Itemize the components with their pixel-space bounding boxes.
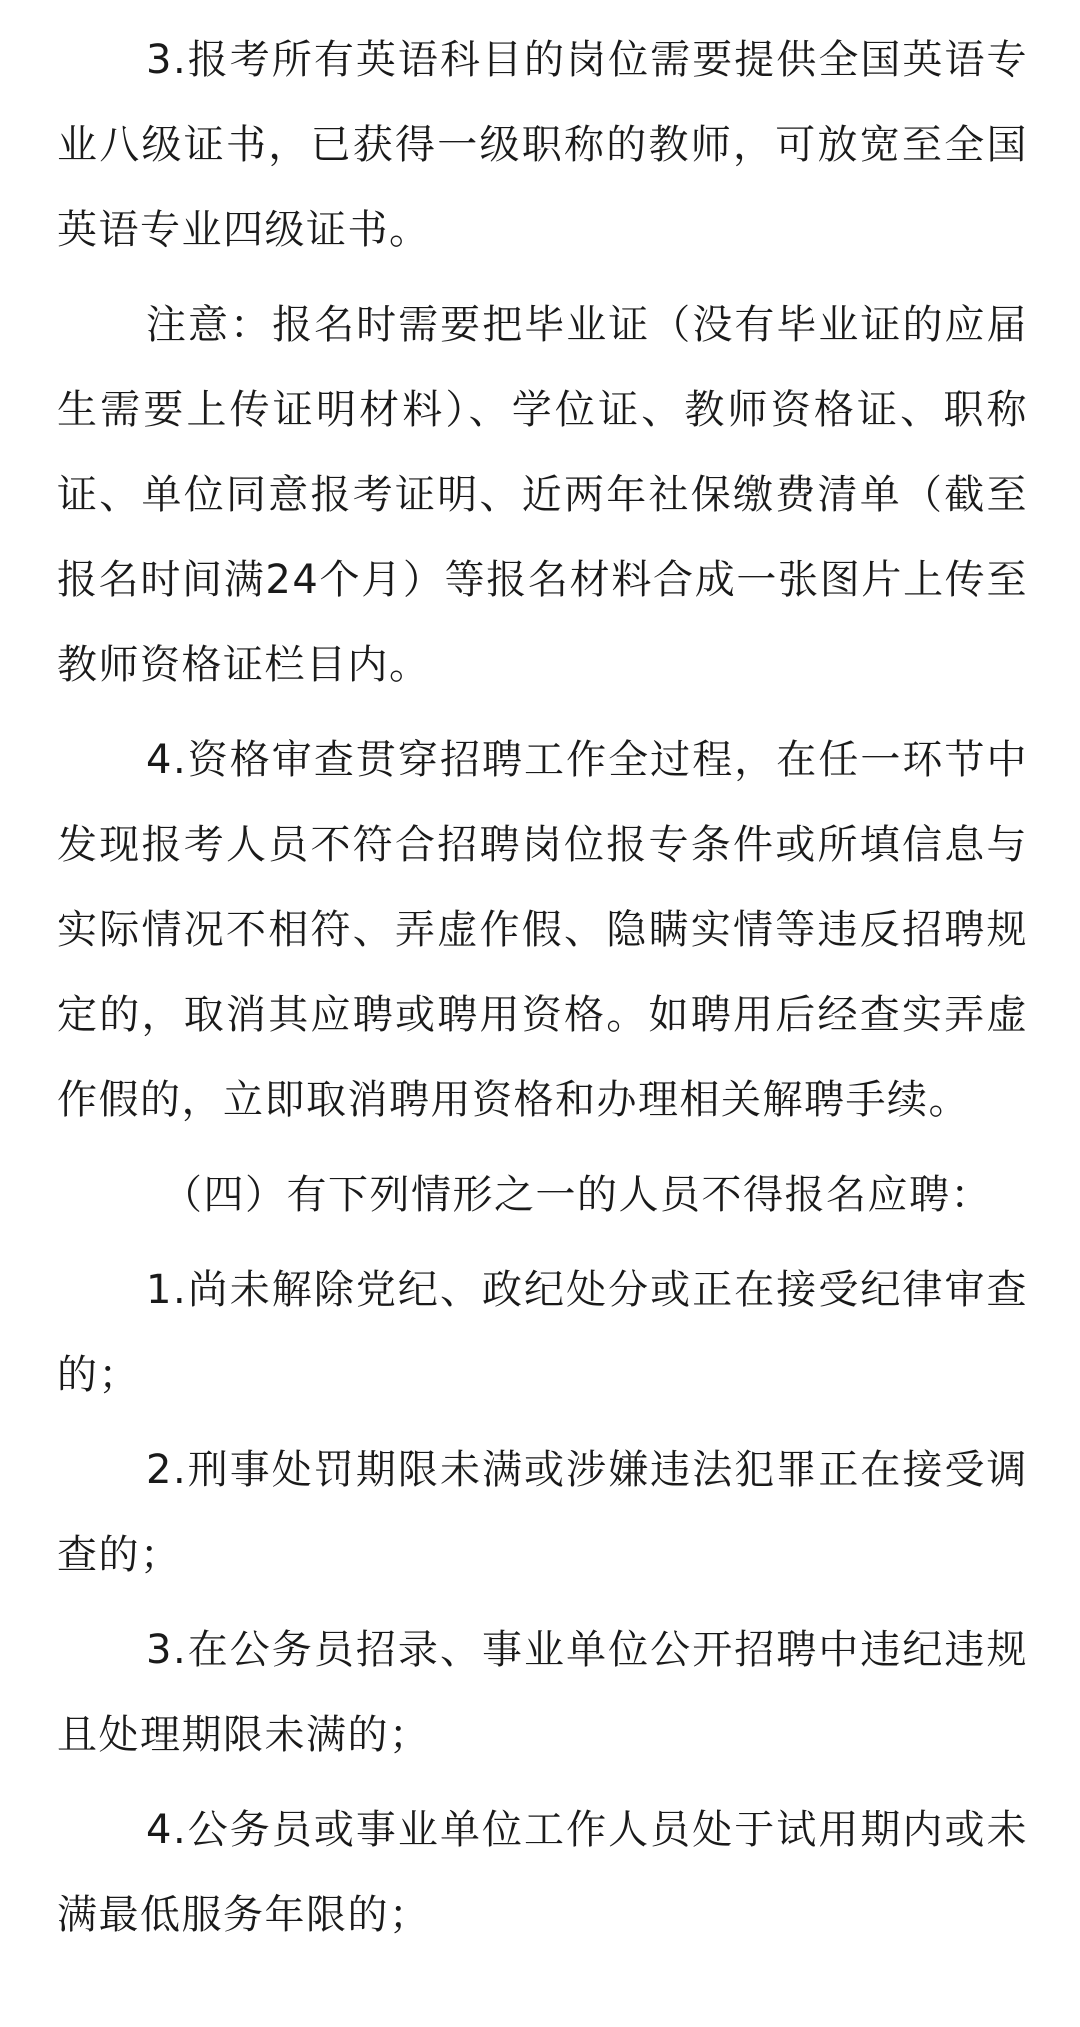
list-item-4: 4.公务员或事业单位工作人员处于试用期内或未满最低服务年限的； [57, 1807, 1028, 1938]
list-item-3: 3.在公务员招录、事业单位公开招聘中违纪违规且处理期限未满的； [57, 1627, 1028, 1758]
paragraph-qualification-review: 4.资格审查贯穿招聘工作全过程，在任一环节中发现报考人员不符合招聘岗位报专条件或所填信息与实际情况不相符、弄虚作假、隐瞒实情等违反招聘规定的，取消其应聘或聘用资格。如聘用后经查实弄虚作假的，立即取消聘用资格和办理相关解聘手续。 [57, 737, 1028, 1123]
list-item-2: 2.刑事处罚期限未满或涉嫌违法犯罪正在接受调查的； [57, 1447, 1028, 1578]
section-heading-ineligible: （四）有下列情形之一的人员不得报名应聘： [162, 1172, 992, 1218]
list-item-1: 1.尚未解除党纪、政纪处分或正在接受纪律审查的； [57, 1267, 1028, 1398]
paragraph-notice-materials: 注意：报名时需要把毕业证（没有毕业证的应届生需要上传证明材料）、学位证、教师资格证、职称证、单位同意报考证明、近两年社保缴费清单（截至报名时间满24个月）等报名材料合成一张图片上传至教师资格证栏目内。 [57, 302, 1028, 688]
paragraph-english-certificate: 3.报考所有英语科目的岗位需要提供全国英语专业八级证书，已获得一级职称的教师，可放宽至全国英语专业四级证书。 [57, 37, 1028, 253]
